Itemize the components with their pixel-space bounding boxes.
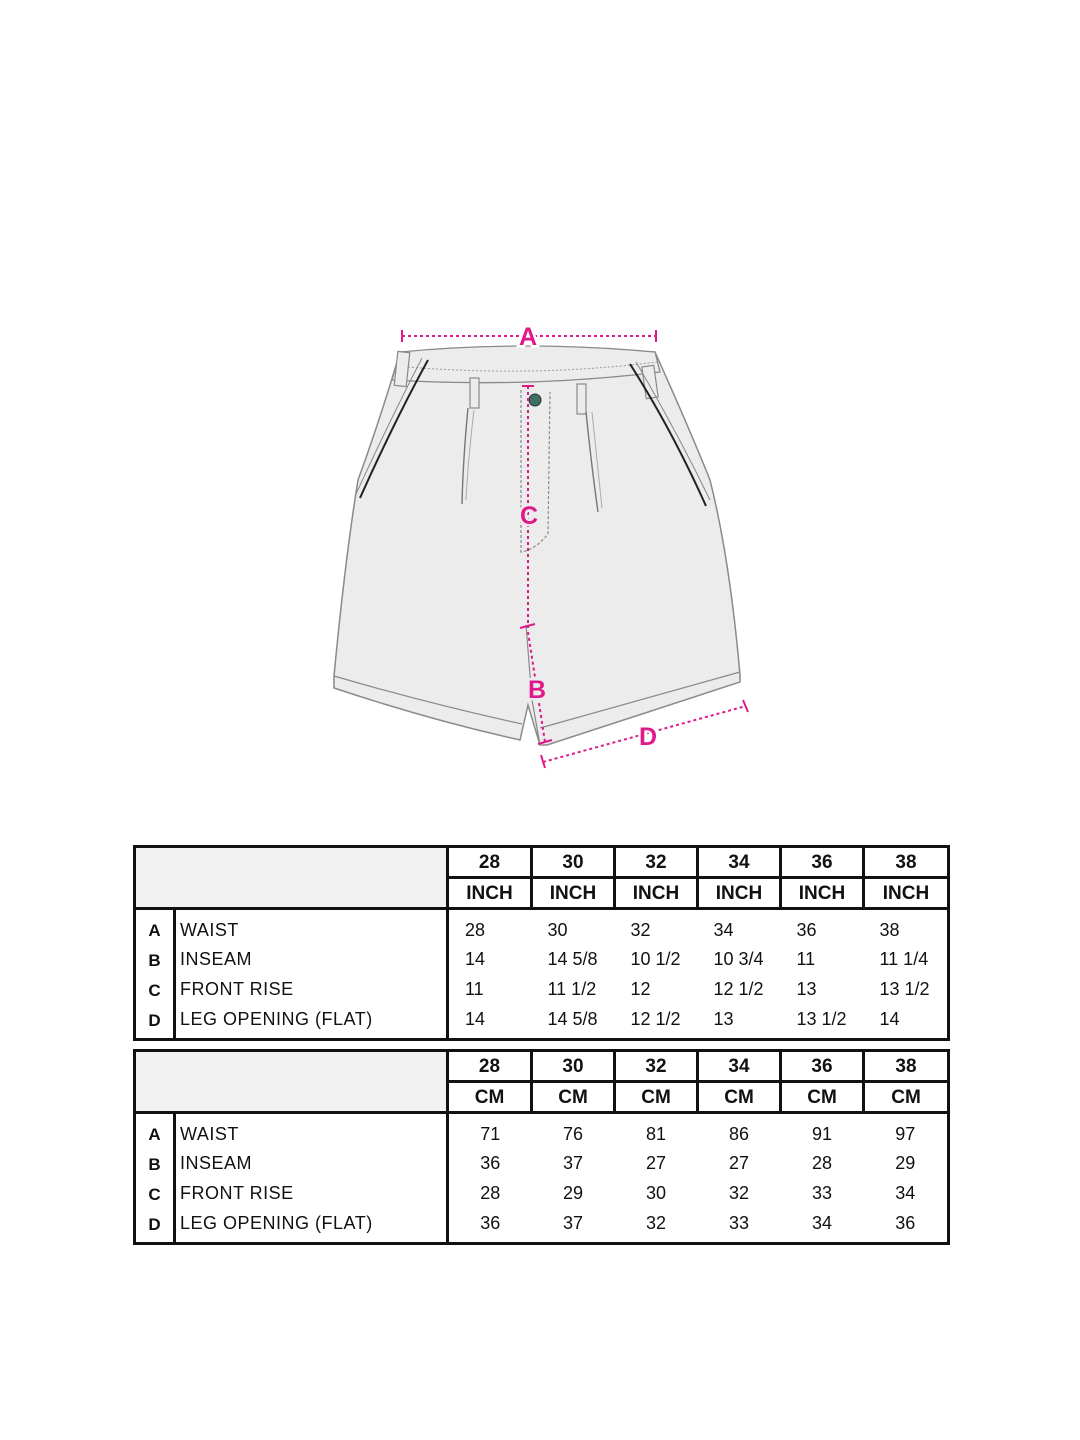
cell-value: 97 [895, 1124, 916, 1144]
cell-value: 91 [811, 1124, 833, 1144]
row-name: INSEAM [175, 944, 448, 974]
cell-value: 34 [895, 1183, 916, 1203]
unit-header: CM [864, 1082, 949, 1113]
table-row [135, 1148, 949, 1178]
cell-value: 14 5/8 [547, 1009, 598, 1029]
cell-value: 10 3/4 [713, 949, 764, 969]
unit-header: CM [448, 1082, 532, 1113]
cell-value: 13 [713, 1009, 734, 1029]
row-key: D [135, 1004, 175, 1040]
row-key: A [135, 1113, 175, 1149]
cell-value: 11 [465, 979, 484, 999]
size-header: 38 [864, 1051, 949, 1082]
cell-value: 33 [811, 1183, 833, 1203]
table-row [135, 909, 949, 945]
cell-value: 28 [811, 1153, 833, 1173]
cell-value: 37 [562, 1153, 584, 1173]
label-c: C [519, 502, 539, 530]
cell-value: 11 [796, 949, 816, 969]
cell-value: 81 [645, 1124, 667, 1144]
button-icon [529, 394, 541, 406]
cell-value: 30 [645, 1183, 667, 1203]
row-key: D [135, 1208, 175, 1244]
row-name: WAIST [175, 909, 448, 945]
row-key: B [135, 944, 175, 974]
table-corner [135, 1051, 448, 1113]
size-header: 32 [615, 847, 698, 878]
cell-value: 36 [480, 1153, 501, 1173]
cell-value: 86 [728, 1124, 750, 1144]
size-header: 34 [698, 1051, 781, 1082]
size-header: 30 [532, 1051, 615, 1082]
cell-value: 29 [562, 1183, 584, 1203]
unit-header: INCH [698, 878, 781, 909]
cell-value: 36 [480, 1213, 501, 1233]
size-header: 32 [615, 1051, 698, 1082]
cell-value: 29 [895, 1153, 916, 1173]
size-header: 34 [698, 847, 781, 878]
unit-header: INCH [448, 878, 532, 909]
row-name: INSEAM [175, 1148, 448, 1178]
cell-value: 10 1/2 [630, 949, 681, 969]
cell-value: 37 [562, 1213, 584, 1233]
size-header: 38 [864, 847, 949, 878]
unit-header: CM [532, 1082, 615, 1113]
cell-value: 14 [465, 1009, 486, 1029]
label-a: A [518, 323, 538, 351]
cell-value: 11 1/4 [879, 949, 929, 969]
table-row [135, 1178, 949, 1208]
row-key: C [135, 1178, 175, 1208]
cell-value: 13 1/2 [796, 1009, 847, 1029]
cell-value: 13 [796, 979, 817, 999]
table-row [135, 1208, 949, 1244]
row-key: C [135, 974, 175, 1004]
cell-value: 34 [713, 920, 734, 940]
cell-value: 11 1/2 [547, 979, 597, 999]
row-name: FRONT RISE [175, 1178, 448, 1208]
cell-value: 12 [630, 979, 651, 999]
cell-value: 13 1/2 [879, 979, 930, 999]
size-table-cm [133, 1049, 950, 1245]
cell-value: 27 [645, 1153, 667, 1173]
cell-value: 12 1/2 [630, 1009, 681, 1029]
cell-value: 12 1/2 [713, 979, 764, 999]
cell-value: 14 [465, 949, 486, 969]
cell-value: 36 [796, 920, 817, 940]
table-row [135, 974, 949, 1004]
table-corner [135, 847, 448, 909]
unit-header: INCH [615, 878, 698, 909]
cell-value: 14 5/8 [547, 949, 598, 969]
table-row [135, 1113, 949, 1149]
unit-header: CM [615, 1082, 698, 1113]
size-header: 28 [448, 1051, 532, 1082]
label-d: D [638, 723, 658, 751]
unit-header: CM [698, 1082, 781, 1113]
cell-value: 32 [728, 1183, 750, 1203]
size-header: 36 [781, 847, 864, 878]
unit-header: INCH [781, 878, 864, 909]
unit-header: CM [781, 1082, 864, 1113]
cell-value: 38 [879, 920, 900, 940]
cell-value: 33 [728, 1213, 750, 1233]
table-row [135, 944, 949, 974]
cell-value: 14 [879, 1009, 900, 1029]
cell-value: 71 [480, 1124, 501, 1144]
size-header: 30 [532, 847, 615, 878]
cell-value: 30 [547, 920, 568, 940]
row-name: WAIST [175, 1113, 448, 1149]
cell-value: 36 [895, 1213, 916, 1233]
size-table-inch [133, 845, 950, 1041]
row-key: A [135, 909, 175, 945]
cell-value: 32 [630, 920, 651, 940]
cell-value: 27 [728, 1153, 750, 1173]
row-name: LEG OPENING (FLAT) [175, 1004, 448, 1040]
cell-value: 28 [465, 920, 486, 940]
unit-header: INCH [532, 878, 615, 909]
row-key: B [135, 1148, 175, 1178]
cell-value: 32 [645, 1213, 667, 1233]
size-header: 28 [448, 847, 532, 878]
row-name: FRONT RISE [175, 974, 448, 1004]
row-name: LEG OPENING (FLAT) [175, 1208, 448, 1244]
table-row [135, 1004, 949, 1040]
cell-value: 76 [562, 1124, 584, 1144]
cell-value: 34 [811, 1213, 833, 1233]
cell-value: 28 [480, 1183, 501, 1203]
size-header: 36 [781, 1051, 864, 1082]
label-b: B [527, 676, 547, 704]
unit-header: INCH [864, 878, 949, 909]
